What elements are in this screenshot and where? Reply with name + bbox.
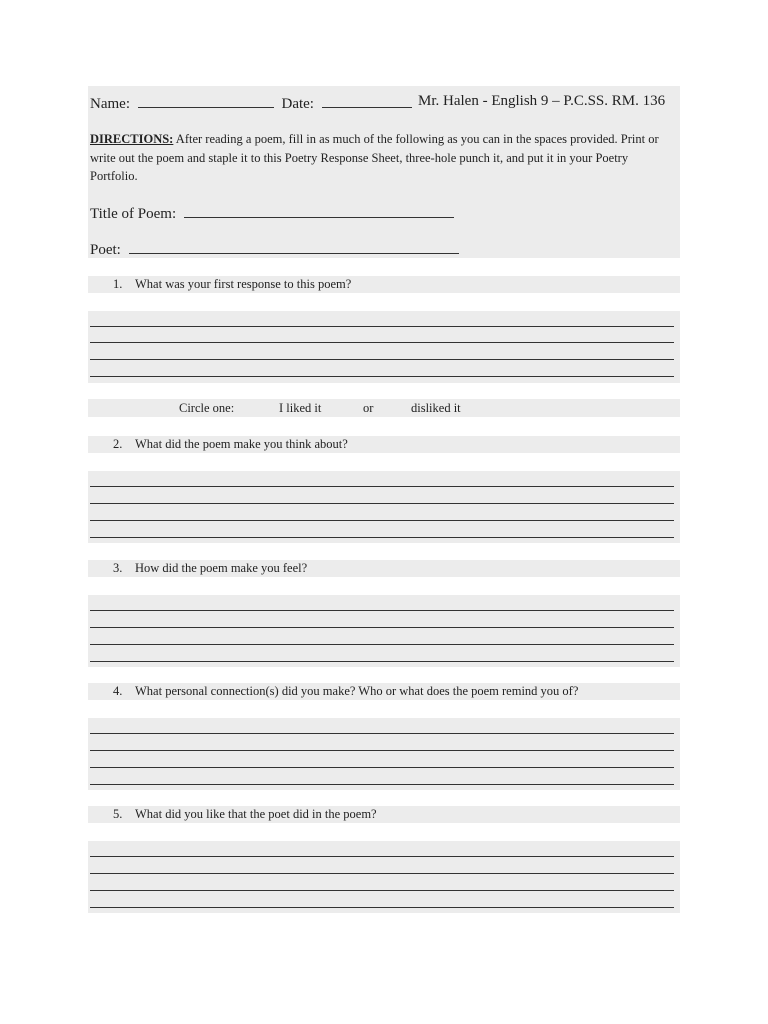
answer-area-4[interactable]	[88, 718, 680, 790]
circle-label: Circle one:	[179, 401, 235, 415]
directions-text	[90, 130, 675, 186]
answer-line[interactable]	[90, 733, 674, 734]
question-text: How did the poem make you feel?	[135, 561, 308, 575]
answer-line[interactable]	[90, 750, 674, 751]
teacher-course-info: Mr. Halen - English 9 – P.C.SS. RM. 136	[418, 93, 666, 109]
answer-line[interactable]	[90, 326, 674, 327]
question-number: 1.	[113, 277, 123, 291]
answer-line[interactable]	[90, 767, 674, 768]
title-label: Title of Poem:	[90, 206, 177, 222]
title-field[interactable]	[184, 203, 454, 218]
title-row	[90, 203, 454, 223]
answer-area-1[interactable]	[88, 311, 680, 383]
name-label: Name:	[90, 96, 130, 112]
directions-lead: DIRECTIONS:	[90, 132, 174, 146]
answer-line[interactable]	[90, 856, 674, 857]
question-4	[88, 683, 680, 700]
question-5	[88, 806, 680, 823]
answer-line[interactable]	[90, 644, 674, 645]
answer-line[interactable]	[90, 359, 674, 360]
question-1	[88, 276, 680, 293]
question-number: 5.	[113, 807, 123, 821]
option-disliked[interactable]: disliked it	[411, 401, 461, 415]
poet-field[interactable]	[129, 239, 459, 254]
question-text: What personal connection(s) did you make? Who or what does the poem remind you of?	[135, 684, 579, 698]
answer-line[interactable]	[90, 486, 674, 487]
circle-one-row	[88, 399, 680, 417]
answer-line[interactable]	[90, 661, 674, 662]
poet-label: Poet:	[90, 242, 121, 258]
answer-line[interactable]	[90, 342, 674, 343]
poet-row	[90, 239, 459, 259]
directions-body: After reading a poem, fill in as much of the following as you can in the spaces provided. Print or write out the poem and staple it to this Poetry Response Sheet, three-hole punch it, and put it in your Poetry Portfolio.	[90, 132, 659, 183]
answer-line[interactable]	[90, 627, 674, 628]
question-3	[88, 560, 680, 577]
answer-line[interactable]	[90, 907, 674, 908]
answer-line[interactable]	[90, 890, 674, 891]
answer-area-3[interactable]	[88, 595, 680, 667]
answer-line[interactable]	[90, 503, 674, 504]
name-field[interactable]	[138, 93, 274, 108]
answer-line[interactable]	[90, 784, 674, 785]
question-number: 3.	[113, 561, 123, 575]
question-text: What did you like that the poet did in the poem?	[135, 807, 377, 821]
answer-line[interactable]	[90, 610, 674, 611]
answer-line[interactable]	[90, 537, 674, 538]
answer-area-2[interactable]	[88, 471, 680, 543]
question-text: What was your first response to this poem?	[135, 277, 352, 291]
question-2	[88, 436, 680, 453]
answer-line[interactable]	[90, 376, 674, 377]
or-text: or	[363, 401, 374, 415]
question-text: What did the poem make you think about?	[135, 437, 348, 451]
question-number: 2.	[113, 437, 123, 451]
question-number: 4.	[113, 684, 123, 698]
date-label: Date:	[281, 96, 314, 112]
answer-line[interactable]	[90, 520, 674, 521]
answer-area-5[interactable]	[88, 841, 680, 913]
option-liked[interactable]: I liked it	[279, 401, 322, 415]
date-field[interactable]	[322, 93, 412, 108]
name-date-row	[90, 93, 675, 113]
answer-line[interactable]	[90, 873, 674, 874]
